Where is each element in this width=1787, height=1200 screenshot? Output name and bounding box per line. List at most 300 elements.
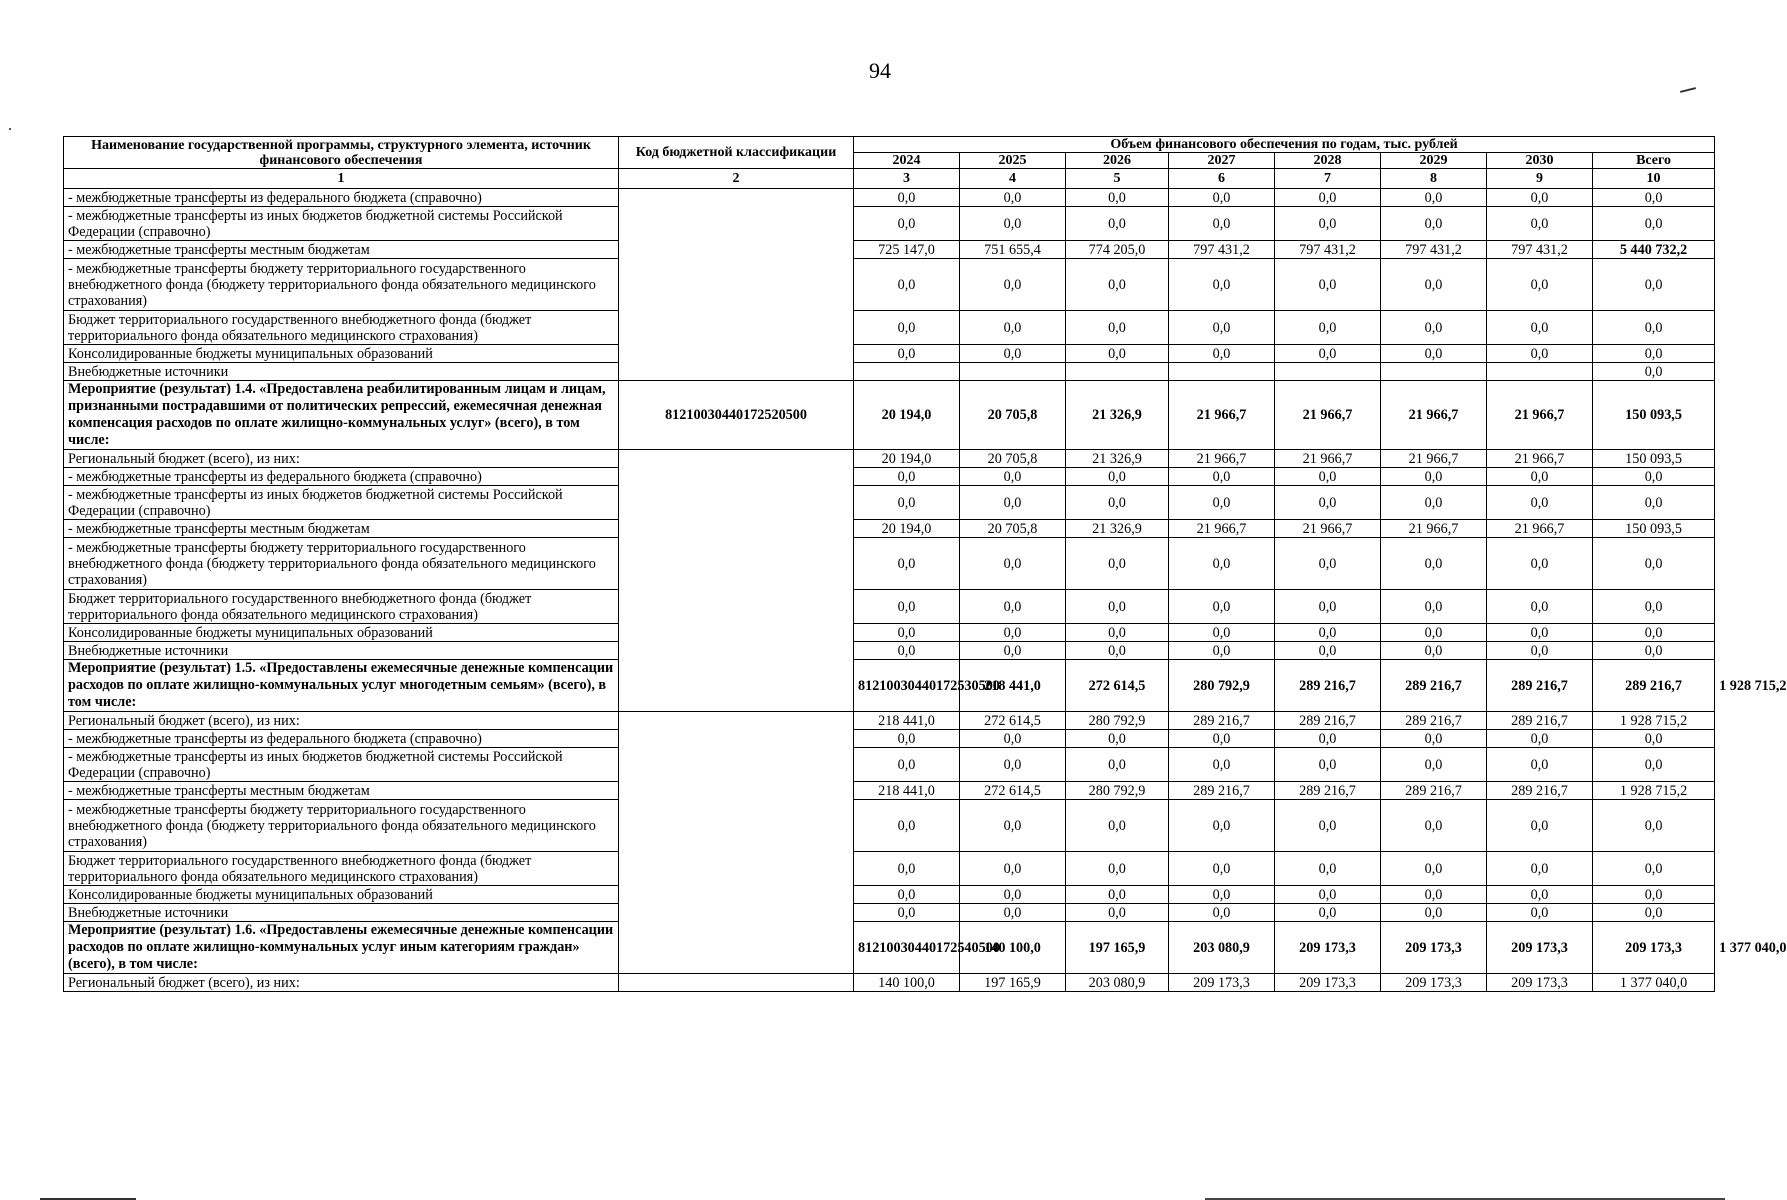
table-row bbox=[64, 748, 1715, 782]
cell-2029: 0,0 bbox=[1381, 468, 1487, 486]
row-name: Бюджет территориального государственного внебюджетного фонда (бюджет территориального фонда обязательного медицинского страхования) bbox=[64, 590, 619, 624]
cell-2027: 21 966,7 bbox=[1169, 381, 1275, 450]
cell-2027: 209 173,3 bbox=[1275, 922, 1381, 974]
cell-total: 150 093,5 bbox=[1593, 520, 1715, 538]
cell-2024: 140 100,0 bbox=[854, 974, 960, 992]
row-name: Консолидированные бюджеты муниципальных образований bbox=[64, 886, 619, 904]
cell-2025: 0,0 bbox=[960, 748, 1066, 782]
cell-2026: 0,0 bbox=[1066, 886, 1169, 904]
cell-2029: 21 966,7 bbox=[1381, 381, 1487, 450]
header-year-2026: 2026 bbox=[1066, 153, 1169, 169]
header-year-2029: 2029 bbox=[1381, 153, 1487, 169]
cell-2030: 0,0 bbox=[1487, 486, 1593, 520]
cell-total: 5 440 732,2 bbox=[1593, 241, 1715, 259]
cell-2028: 0,0 bbox=[1275, 886, 1381, 904]
col-number-2: 2 bbox=[619, 169, 854, 189]
row-name: - межбюджетные трансферты местным бюджетам bbox=[64, 782, 619, 800]
cell-2029: 0,0 bbox=[1381, 486, 1487, 520]
cell-2030: 289 216,7 bbox=[1487, 712, 1593, 730]
cell-2024: 0,0 bbox=[854, 642, 960, 660]
header-volume-column: Объем финансового обеспечения по годам, тыс. рублей bbox=[854, 137, 1715, 153]
cell-2030: 289 216,7 bbox=[1487, 782, 1593, 800]
cell-2028: 0,0 bbox=[1275, 345, 1381, 363]
cell-total: 0,0 bbox=[1593, 311, 1715, 345]
cell-2026: 203 080,9 bbox=[1066, 974, 1169, 992]
cell-2026: 0,0 bbox=[1066, 538, 1169, 590]
row-code: 81210030440172540500 bbox=[854, 922, 960, 974]
cell-2024: 0,0 bbox=[854, 590, 960, 624]
cell-total: 1 928 715,2 bbox=[1593, 712, 1715, 730]
cell-2029: 0,0 bbox=[1381, 259, 1487, 311]
cell-2027: 0,0 bbox=[1169, 468, 1275, 486]
header-total: Всего bbox=[1593, 153, 1715, 169]
row-name: Консолидированные бюджеты муниципальных образований bbox=[64, 345, 619, 363]
cell-2029: 289 216,7 bbox=[1381, 712, 1487, 730]
cell-2028: 0,0 bbox=[1275, 590, 1381, 624]
row-name: Внебюджетные источники bbox=[64, 642, 619, 660]
col-number-3: 3 bbox=[854, 169, 960, 189]
cell-total: 0,0 bbox=[1593, 207, 1715, 241]
table-row bbox=[64, 520, 1715, 538]
cell-2024: 20 194,0 bbox=[854, 381, 960, 450]
cell-2026: 0,0 bbox=[1066, 748, 1169, 782]
cell-2026: 0,0 bbox=[1066, 468, 1169, 486]
table-row bbox=[64, 189, 1715, 207]
cell-2030: 0,0 bbox=[1487, 624, 1593, 642]
row-name: Мероприятие (результат) 1.6. «Предоставлены ежемесячные денежные компенсации расходов по оплате жилищно-коммунальных услуг иным категориям граждан» (всего), в том числе: bbox=[64, 922, 619, 974]
row-name: Мероприятие (результат) 1.4. «Предоставлена реабилитированным лицам и лицам, признанными пострадавшими от политических репрессий, ежемесячная денежная компенсация расходов по оплате жилищно-коммунальных услуг» (всего), в том числе: bbox=[64, 381, 619, 450]
table-row bbox=[64, 241, 1715, 259]
cell-2027: 0,0 bbox=[1169, 590, 1275, 624]
cell-total: 0,0 bbox=[1593, 748, 1715, 782]
cell-total: 1 928 715,2 bbox=[1593, 782, 1715, 800]
cell-2028: 0,0 bbox=[1275, 624, 1381, 642]
cell-2028: 289 216,7 bbox=[1381, 660, 1487, 712]
cell-2030: 0,0 bbox=[1487, 800, 1593, 852]
cell-2027: 21 966,7 bbox=[1169, 450, 1275, 468]
cell-2030: 0,0 bbox=[1487, 468, 1593, 486]
row-name: - межбюджетные трансферты местным бюджетам bbox=[64, 520, 619, 538]
header-name-column: Наименование государственной программы, структурного элемента, источник финансового обеспечения bbox=[64, 137, 619, 169]
cell-2024: 0,0 bbox=[854, 748, 960, 782]
cell-2026: 0,0 bbox=[1066, 486, 1169, 520]
table-row bbox=[64, 712, 1715, 730]
row-code bbox=[619, 974, 854, 992]
table-row bbox=[64, 974, 1715, 992]
cell-2030: 209 173,3 bbox=[1593, 922, 1715, 974]
cell-2025: 197 165,9 bbox=[1066, 922, 1169, 974]
table-row bbox=[64, 450, 1715, 468]
cell-2024: 0,0 bbox=[854, 259, 960, 311]
cell-2030: 0,0 bbox=[1487, 538, 1593, 590]
cell-2028: 209 173,3 bbox=[1381, 922, 1487, 974]
row-name: Региональный бюджет (всего), из них: bbox=[64, 712, 619, 730]
header-code-column: Код бюджетной классификации bbox=[619, 137, 854, 169]
cell-2027: 0,0 bbox=[1169, 486, 1275, 520]
table-row bbox=[64, 363, 1715, 381]
cell-2026: 0,0 bbox=[1066, 345, 1169, 363]
table-row bbox=[64, 886, 1715, 904]
cell-2024 bbox=[854, 363, 960, 381]
cell-total: 0,0 bbox=[1593, 189, 1715, 207]
cell-2030: 21 966,7 bbox=[1487, 381, 1593, 450]
cell-2026: 0,0 bbox=[1066, 207, 1169, 241]
cell-2027: 21 966,7 bbox=[1169, 520, 1275, 538]
cell-2030: 0,0 bbox=[1487, 904, 1593, 922]
cell-2028: 209 173,3 bbox=[1275, 974, 1381, 992]
cell-2029: 209 173,3 bbox=[1381, 974, 1487, 992]
row-name: Консолидированные бюджеты муниципальных образований bbox=[64, 624, 619, 642]
cell-2028: 0,0 bbox=[1275, 311, 1381, 345]
row-name: Внебюджетные источники bbox=[64, 363, 619, 381]
row-name: Бюджет территориального государственного внебюджетного фонда (бюджет территориального фонда обязательного медицинского страхования) bbox=[64, 852, 619, 886]
cell-2024: 0,0 bbox=[854, 886, 960, 904]
header-year-2025: 2025 bbox=[960, 153, 1066, 169]
cell-2028: 0,0 bbox=[1275, 800, 1381, 852]
cell-2027: 209 173,3 bbox=[1169, 974, 1275, 992]
cell-2026: 0,0 bbox=[1066, 624, 1169, 642]
cell-2026: 0,0 bbox=[1066, 800, 1169, 852]
cell-total: 0,0 bbox=[1593, 624, 1715, 642]
table-row bbox=[64, 207, 1715, 241]
cell-2024: 0,0 bbox=[854, 468, 960, 486]
cell-2029: 0,0 bbox=[1381, 624, 1487, 642]
cell-2024: 0,0 bbox=[854, 207, 960, 241]
cell-total: 0,0 bbox=[1593, 345, 1715, 363]
cell-2024: 0,0 bbox=[854, 311, 960, 345]
cell-2025: 0,0 bbox=[960, 538, 1066, 590]
cell-total: 0,0 bbox=[1593, 590, 1715, 624]
cell-2025: 272 614,5 bbox=[960, 712, 1066, 730]
cell-2027: 0,0 bbox=[1169, 538, 1275, 590]
cell-2027: 0,0 bbox=[1169, 207, 1275, 241]
table-row bbox=[64, 642, 1715, 660]
cell-2029: 0,0 bbox=[1381, 800, 1487, 852]
cell-2028: 0,0 bbox=[1275, 207, 1381, 241]
cell-2030: 0,0 bbox=[1487, 207, 1593, 241]
table-row bbox=[64, 782, 1715, 800]
cell-2027: 797 431,2 bbox=[1169, 241, 1275, 259]
cell-2028: 0,0 bbox=[1275, 486, 1381, 520]
cell-2027: 0,0 bbox=[1169, 345, 1275, 363]
cell-total: 0,0 bbox=[1593, 730, 1715, 748]
row-name: - межбюджетные трансферты из иных бюджетов бюджетной системы Российской Федерации (справочно) bbox=[64, 748, 619, 782]
cell-2024: 20 194,0 bbox=[854, 520, 960, 538]
cell-2028: 0,0 bbox=[1275, 730, 1381, 748]
cell-2029: 209 173,3 bbox=[1487, 922, 1593, 974]
cell-2027: 0,0 bbox=[1169, 886, 1275, 904]
cell-2024: 0,0 bbox=[854, 730, 960, 748]
cell-2029: 21 966,7 bbox=[1381, 520, 1487, 538]
cell-2027: 0,0 bbox=[1169, 852, 1275, 886]
cell-2025: 197 165,9 bbox=[960, 974, 1066, 992]
cell-2026: 21 326,9 bbox=[1066, 450, 1169, 468]
cell-total: 0,0 bbox=[1593, 642, 1715, 660]
cell-2025: 0,0 bbox=[960, 486, 1066, 520]
cell-2030: 209 173,3 bbox=[1487, 974, 1593, 992]
table-row-measure-1-5: Мероприятие (результат) 1.5. «Предоставлены ежемесячные денежные компенсации расходов по оплате жилищно-коммунальных услуг многодетным семьям» (всего), в том числе: 81210030440172530500 218 441,0 272 614,5 280 792,9 289 216,7 289 216,7 289 216,7 289 216,7 1 928 715,2 bbox=[64, 660, 1715, 712]
cell-2026: 0,0 bbox=[1066, 259, 1169, 311]
cell-2027: 289 216,7 bbox=[1169, 782, 1275, 800]
cell-2029: 0,0 bbox=[1381, 642, 1487, 660]
cell-2029: 0,0 bbox=[1381, 852, 1487, 886]
cell-2027: 0,0 bbox=[1169, 189, 1275, 207]
cell-2026: 280 792,9 bbox=[1066, 712, 1169, 730]
cell-2030: 0,0 bbox=[1487, 189, 1593, 207]
row-name: Бюджет территориального государственного внебюджетного фонда (бюджет территориального фонда обязательного медицинского страхования) bbox=[64, 311, 619, 345]
cell-2025: 0,0 bbox=[960, 852, 1066, 886]
cell-2029: 0,0 bbox=[1381, 207, 1487, 241]
cell-2025: 0,0 bbox=[960, 345, 1066, 363]
cell-2025: 0,0 bbox=[960, 886, 1066, 904]
cell-2029: 0,0 bbox=[1381, 345, 1487, 363]
cell-2030 bbox=[1487, 363, 1593, 381]
row-name: - межбюджетные трансферты из федерального бюджета (справочно) bbox=[64, 468, 619, 486]
cell-2026: 0,0 bbox=[1066, 311, 1169, 345]
cell-2025: 0,0 bbox=[960, 189, 1066, 207]
cell-2025: 0,0 bbox=[960, 468, 1066, 486]
cell-2028 bbox=[1275, 363, 1381, 381]
header-year-2024: 2024 bbox=[854, 153, 960, 169]
header-year-2028: 2028 bbox=[1275, 153, 1381, 169]
cell-2028: 21 966,7 bbox=[1275, 520, 1381, 538]
cell-total: 0,0 bbox=[1593, 468, 1715, 486]
cell-2026: 280 792,9 bbox=[1169, 660, 1275, 712]
cell-total: 150 093,5 bbox=[1593, 381, 1715, 450]
cell-2027: 289 216,7 bbox=[1275, 660, 1381, 712]
cell-2027: 0,0 bbox=[1169, 800, 1275, 852]
cell-2026 bbox=[1066, 363, 1169, 381]
cell-2029 bbox=[1381, 363, 1487, 381]
cell-2024: 0,0 bbox=[854, 538, 960, 590]
cell-2028: 21 966,7 bbox=[1275, 450, 1381, 468]
row-name: - межбюджетные трансферты из федерального бюджета (справочно) bbox=[64, 189, 619, 207]
cell-2027 bbox=[1169, 363, 1275, 381]
row-name: - межбюджетные трансферты бюджету территориального государственного внебюджетного фонда (бюджету территориального фонда обязательного медицинского страхования) bbox=[64, 259, 619, 311]
row-name: Мероприятие (результат) 1.5. «Предоставлены ежемесячные денежные компенсации расходов по оплате жилищно-коммунальных услуг многодетным семьям» (всего), в том числе: bbox=[64, 660, 619, 712]
row-code: 81210030440172520500 bbox=[619, 381, 854, 450]
cell-2025: 0,0 bbox=[960, 590, 1066, 624]
table-row bbox=[64, 904, 1715, 922]
col-number-1: 1 bbox=[64, 169, 619, 189]
cell-2029: 0,0 bbox=[1381, 311, 1487, 345]
cell-2028: 0,0 bbox=[1275, 538, 1381, 590]
cell-2030: 0,0 bbox=[1487, 259, 1593, 311]
cell-2026: 0,0 bbox=[1066, 189, 1169, 207]
cell-2026: 280 792,9 bbox=[1066, 782, 1169, 800]
cell-2029: 797 431,2 bbox=[1381, 241, 1487, 259]
table-row bbox=[64, 800, 1715, 852]
cell-2025: 0,0 bbox=[960, 207, 1066, 241]
cell-2027: 289 216,7 bbox=[1169, 712, 1275, 730]
cell-2029: 21 966,7 bbox=[1381, 450, 1487, 468]
cell-2030: 0,0 bbox=[1487, 886, 1593, 904]
col-number-5: 5 bbox=[1066, 169, 1169, 189]
cell-2024: 0,0 bbox=[854, 345, 960, 363]
cell-2024: 0,0 bbox=[854, 904, 960, 922]
cell-2025: 272 614,5 bbox=[960, 782, 1066, 800]
cell-2027: 0,0 bbox=[1169, 259, 1275, 311]
table-row-measure-1-4 bbox=[64, 381, 1715, 450]
col-number-10: 10 bbox=[1593, 169, 1715, 189]
header-year-2027: 2027 bbox=[1169, 153, 1275, 169]
cell-2025: 20 705,8 bbox=[960, 450, 1066, 468]
cell-2024: 0,0 bbox=[854, 800, 960, 852]
cell-2029: 0,0 bbox=[1381, 904, 1487, 922]
cell-2030: 289 216,7 bbox=[1593, 660, 1715, 712]
row-name: - межбюджетные трансферты из иных бюджетов бюджетной системы Российской Федерации (справочно) bbox=[64, 207, 619, 241]
financing-table bbox=[63, 136, 1787, 992]
cell-2027: 0,0 bbox=[1169, 748, 1275, 782]
cell-2028: 0,0 bbox=[1275, 468, 1381, 486]
cell-2026: 0,0 bbox=[1066, 852, 1169, 886]
row-code bbox=[619, 189, 854, 381]
table-row bbox=[64, 590, 1715, 624]
cell-2029: 289 216,7 bbox=[1487, 660, 1593, 712]
cell-2028: 289 216,7 bbox=[1275, 712, 1381, 730]
cell-2030: 0,0 bbox=[1487, 642, 1593, 660]
cell-total: 1 377 040,0 bbox=[1593, 974, 1715, 992]
cell-2024: 0,0 bbox=[854, 852, 960, 886]
cell-2030: 0,0 bbox=[1487, 852, 1593, 886]
cell-2026: 21 326,9 bbox=[1066, 520, 1169, 538]
scan-artifact-mark bbox=[1680, 87, 1696, 93]
page-number: 94 bbox=[869, 58, 891, 83]
cell-total: 0,0 bbox=[1593, 886, 1715, 904]
table-row bbox=[64, 624, 1715, 642]
table-row bbox=[64, 468, 1715, 486]
cell-total: 0,0 bbox=[1593, 538, 1715, 590]
cell-2027: 0,0 bbox=[1169, 624, 1275, 642]
row-name: - межбюджетные трансферты местным бюджетам bbox=[64, 241, 619, 259]
cell-2030: 797 431,2 bbox=[1487, 241, 1593, 259]
cell-2030: 0,0 bbox=[1487, 345, 1593, 363]
cell-2026: 203 080,9 bbox=[1169, 922, 1275, 974]
col-number-9: 9 bbox=[1487, 169, 1593, 189]
cell-2025: 0,0 bbox=[960, 730, 1066, 748]
cell-2026: 774 205,0 bbox=[1066, 241, 1169, 259]
table-row bbox=[64, 486, 1715, 520]
cell-total: 0,0 bbox=[1593, 904, 1715, 922]
cell-2028: 797 431,2 bbox=[1275, 241, 1381, 259]
cell-2025 bbox=[960, 363, 1066, 381]
cell-2027: 0,0 bbox=[1169, 642, 1275, 660]
cell-2030: 0,0 bbox=[1487, 311, 1593, 345]
col-number-4: 4 bbox=[960, 169, 1066, 189]
cell-2024: 218 441,0 bbox=[960, 660, 1066, 712]
cell-2028: 0,0 bbox=[1275, 259, 1381, 311]
cell-2030: 0,0 bbox=[1487, 748, 1593, 782]
cell-2029: 0,0 bbox=[1381, 748, 1487, 782]
row-code: 81210030440172530500 bbox=[854, 660, 960, 712]
table-row bbox=[64, 538, 1715, 590]
table-row-measure-1-6: Мероприятие (результат) 1.6. «Предоставлены ежемесячные денежные компенсации расходов по оплате жилищно-коммунальных услуг иным категориям граждан» (всего), в том числе: 81210030440172540500 140 100,0 197 165,9 203 080,9 209 173,3 209 173,3 209 173,3 209 173,3 1 377 040,0 bbox=[64, 922, 1715, 974]
cell-2025: 0,0 bbox=[960, 642, 1066, 660]
row-name: Региональный бюджет (всего), из них: bbox=[64, 974, 619, 992]
cell-2024: 218 441,0 bbox=[854, 782, 960, 800]
cell-2025: 0,0 bbox=[960, 259, 1066, 311]
cell-2028: 0,0 bbox=[1275, 852, 1381, 886]
row-name: Региональный бюджет (всего), из них: bbox=[64, 450, 619, 468]
cell-2024: 0,0 bbox=[854, 486, 960, 520]
table-row bbox=[64, 852, 1715, 886]
row-name: - межбюджетные трансферты бюджету территориального государственного внебюджетного фонда (бюджету территориального фонда обязательного медицинского страхования) bbox=[64, 538, 619, 590]
cell-2025: 20 705,8 bbox=[960, 520, 1066, 538]
cell-2026: 0,0 bbox=[1066, 904, 1169, 922]
cell-2024: 0,0 bbox=[854, 624, 960, 642]
col-number-7: 7 bbox=[1275, 169, 1381, 189]
row-name: - межбюджетные трансферты из федерального бюджета (справочно) bbox=[64, 730, 619, 748]
cell-2028: 0,0 bbox=[1275, 642, 1381, 660]
cell-2026: 0,0 bbox=[1066, 642, 1169, 660]
cell-total: 150 093,5 bbox=[1593, 450, 1715, 468]
col-number-8: 8 bbox=[1381, 169, 1487, 189]
cell-2026: 0,0 bbox=[1066, 590, 1169, 624]
cell-2030: 0,0 bbox=[1487, 730, 1593, 748]
cell-total: 0,0 bbox=[1593, 363, 1715, 381]
header-year-2030: 2030 bbox=[1487, 153, 1593, 169]
cell-2030: 21 966,7 bbox=[1487, 520, 1593, 538]
cell-2025: 20 705,8 bbox=[960, 381, 1066, 450]
table-row bbox=[64, 259, 1715, 311]
cell-2028: 289 216,7 bbox=[1275, 782, 1381, 800]
cell-2024: 218 441,0 bbox=[854, 712, 960, 730]
cell-2029: 0,0 bbox=[1381, 189, 1487, 207]
table-row bbox=[64, 730, 1715, 748]
row-name: - межбюджетные трансферты бюджету территориального государственного внебюджетного фонда (бюджету территориального фонда обязательного медицинского страхования) bbox=[64, 800, 619, 852]
cell-total: 0,0 bbox=[1593, 259, 1715, 311]
row-code bbox=[619, 450, 854, 712]
cell-2024: 140 100,0 bbox=[960, 922, 1066, 974]
cell-2025: 0,0 bbox=[960, 311, 1066, 345]
row-code bbox=[619, 712, 854, 974]
table-row bbox=[64, 345, 1715, 363]
cell-total: 0,0 bbox=[1593, 800, 1715, 852]
cell-2024: 20 194,0 bbox=[854, 450, 960, 468]
cell-2029: 0,0 bbox=[1381, 538, 1487, 590]
cell-2025: 751 655,4 bbox=[960, 241, 1066, 259]
cell-2029: 289 216,7 bbox=[1381, 782, 1487, 800]
cell-2025: 0,0 bbox=[960, 904, 1066, 922]
cell-2027: 0,0 bbox=[1169, 904, 1275, 922]
cell-2025: 0,0 bbox=[960, 800, 1066, 852]
row-name: Внебюджетные источники bbox=[64, 904, 619, 922]
cell-2028: 0,0 bbox=[1275, 904, 1381, 922]
scan-artifact-dot bbox=[9, 128, 11, 130]
cell-total: 0,0 bbox=[1593, 852, 1715, 886]
cell-2027: 0,0 bbox=[1169, 730, 1275, 748]
cell-2024: 725 147,0 bbox=[854, 241, 960, 259]
row-name: - межбюджетные трансферты из иных бюджетов бюджетной системы Российской Федерации (справочно) bbox=[64, 486, 619, 520]
cell-2025: 272 614,5 bbox=[1066, 660, 1169, 712]
cell-2029: 0,0 bbox=[1381, 886, 1487, 904]
cell-2025: 0,0 bbox=[960, 624, 1066, 642]
cell-2028: 0,0 bbox=[1275, 748, 1381, 782]
col-number-6: 6 bbox=[1169, 169, 1275, 189]
cell-2028: 21 966,7 bbox=[1275, 381, 1381, 450]
cell-2029: 0,0 bbox=[1381, 590, 1487, 624]
cell-2028: 0,0 bbox=[1275, 189, 1381, 207]
cell-2029: 0,0 bbox=[1381, 730, 1487, 748]
cell-total: 0,0 bbox=[1593, 486, 1715, 520]
cell-2030: 0,0 bbox=[1487, 590, 1593, 624]
cell-2027: 0,0 bbox=[1169, 311, 1275, 345]
cell-2024: 0,0 bbox=[854, 189, 960, 207]
cell-2026: 0,0 bbox=[1066, 730, 1169, 748]
cell-2030: 21 966,7 bbox=[1487, 450, 1593, 468]
cell-2026: 21 326,9 bbox=[1066, 381, 1169, 450]
table-row bbox=[64, 311, 1715, 345]
